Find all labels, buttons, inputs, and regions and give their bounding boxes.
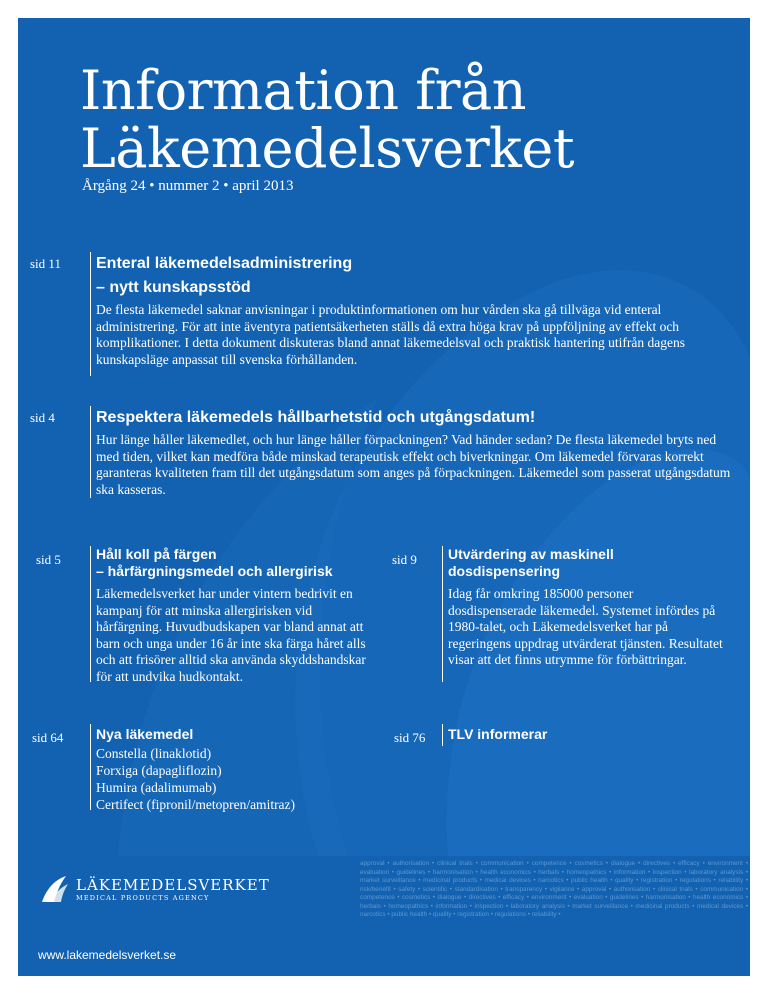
list-item: Certifect (fipronil/metopren/amitraz) (96, 797, 296, 812)
article-page-ref: sid 76 (394, 730, 426, 745)
agency-logo (40, 874, 270, 904)
article-heading (448, 546, 614, 580)
keywords-texture: approval • authorisation • clinical trials • communication • competence • cosmetics • dialogue • directives • efficacy • environment • evaluation • guidelines • harmonisation • health economics • herbals • homeopathics • information • inspection • laboratory analysis • market surveillance • medicinal products • medical devices • narcotics • public health • quality • registration • regulations • reliability • risk/benefit • safety • scientific • standardisation • transparency • vigilance • approval • authorisation • clinical trials • communication • competence • cosmetics • dialogue • directives • efficacy • environment • evaluation • guidelines • harmonisation • health economics • herbals • homeopathics • information • inspection • laboratory analysis • market surveillance • medicinal products • medical devices • narcotics • public health • quality • registration • regulations • reliability • (360, 860, 748, 918)
article-heading (96, 546, 333, 580)
logo-text (76, 876, 270, 902)
divider-line (90, 406, 91, 498)
article-page-ref: sid 11 (30, 256, 61, 271)
article-page-ref: sid 9 (392, 552, 417, 567)
divider-line (90, 252, 91, 376)
divider-line (90, 724, 91, 810)
footer-band (18, 856, 750, 976)
article-heading-line: – nytt kunskapsstöd (96, 279, 251, 296)
divider-line (442, 546, 443, 682)
agency-emblem-icon (40, 874, 70, 904)
cover-panel (18, 18, 750, 856)
article-heading: Respektera läkemedels hållbarhetstid och utgångsdatum! (96, 409, 536, 426)
website-link[interactable]: www.lakemedelsverket.se (38, 948, 177, 962)
list-item: Constella (linaklotid) (96, 746, 212, 761)
divider-line (442, 724, 443, 746)
article-heading-line: – hårfärgningsmedel och allergirisk (96, 563, 333, 579)
list-item: Humira (adalimumab) (96, 780, 217, 795)
article-page-ref: sid 4 (30, 410, 55, 425)
article-text: Idag får omkring 185000 personer dosdispenserade läkemedel. Systemet infördes på 1980-talet, och Läkemedelsverket har på regeringens uppdrag utvärderat tjänsten. Resultatet visar att det finns utrymme för förbättringar. (448, 586, 723, 667)
article-heading: TLV informerar (448, 726, 548, 742)
logo-name: LÄKEMEDELSVERKET (76, 876, 270, 894)
list-item: Forxiga (dapagliflozin) (96, 763, 222, 778)
article-text: Hur länge håller läkemedlet, och hur länge håller förpackningen? Vad händer sedan? De flesta läkemedel bryts ned med tiden, vilket kan medföra både minskad terapeutisk effekt och biverkningar. Om läkemedel förvaras korrekt garanteras kvaliteten fram till det utgångsdatum som anges på förpackningen. Läkemedel som passerat utgångsdatum ska kasseras. (96, 432, 731, 497)
divider-line (90, 546, 91, 682)
title-line-2: Läkemedelsverket (80, 117, 575, 180)
article-page-ref: sid 5 (36, 552, 61, 567)
article-heading-line: Utvärdering av maskinell (448, 546, 614, 562)
article-heading (96, 252, 352, 300)
new-medicines-list (96, 745, 376, 813)
article-heading-line: dosdispensering (448, 563, 561, 579)
title-line-1: Information från (80, 59, 527, 122)
issue-line: Årgång 24 • nummer 2 • april 2013 (82, 178, 294, 194)
masthead-title (80, 59, 575, 180)
article-heading-line: Enteral läkemedelsadministrering (96, 255, 353, 272)
article-text: Läkemedelsverket har under vintern bedrivit en kampanj för att minska allergirisken vid hårfärgning. Huvudbudskapen var bland annat att barn och unga under 16 år inte ska färga håret alls och att frisörer alltid ska använda skyddshandskar för att undvika hudkontakt. (96, 586, 366, 684)
logo-subtitle: MEDICAL PRODUCTS AGENCY (76, 894, 210, 902)
article-text: De flesta läkemedel saknar anvisningar i produktinformationen om hur vården ska gå tillväga vid enteral administrering. För att inte äventyra patientsäkerheten ställs då extra höga krav på uppföljning av effekt och komplikationer. I detta dokument diskuteras bland annat läkemedelsval och praktisk hantering utifrån dagens kunskapsläge anpassat till svenska förhållanden. (96, 302, 685, 367)
article-page-ref: sid 64 (32, 730, 64, 745)
article-heading-line: Håll koll på färgen (96, 546, 217, 562)
article-heading: Nya läkemedel (96, 726, 194, 742)
